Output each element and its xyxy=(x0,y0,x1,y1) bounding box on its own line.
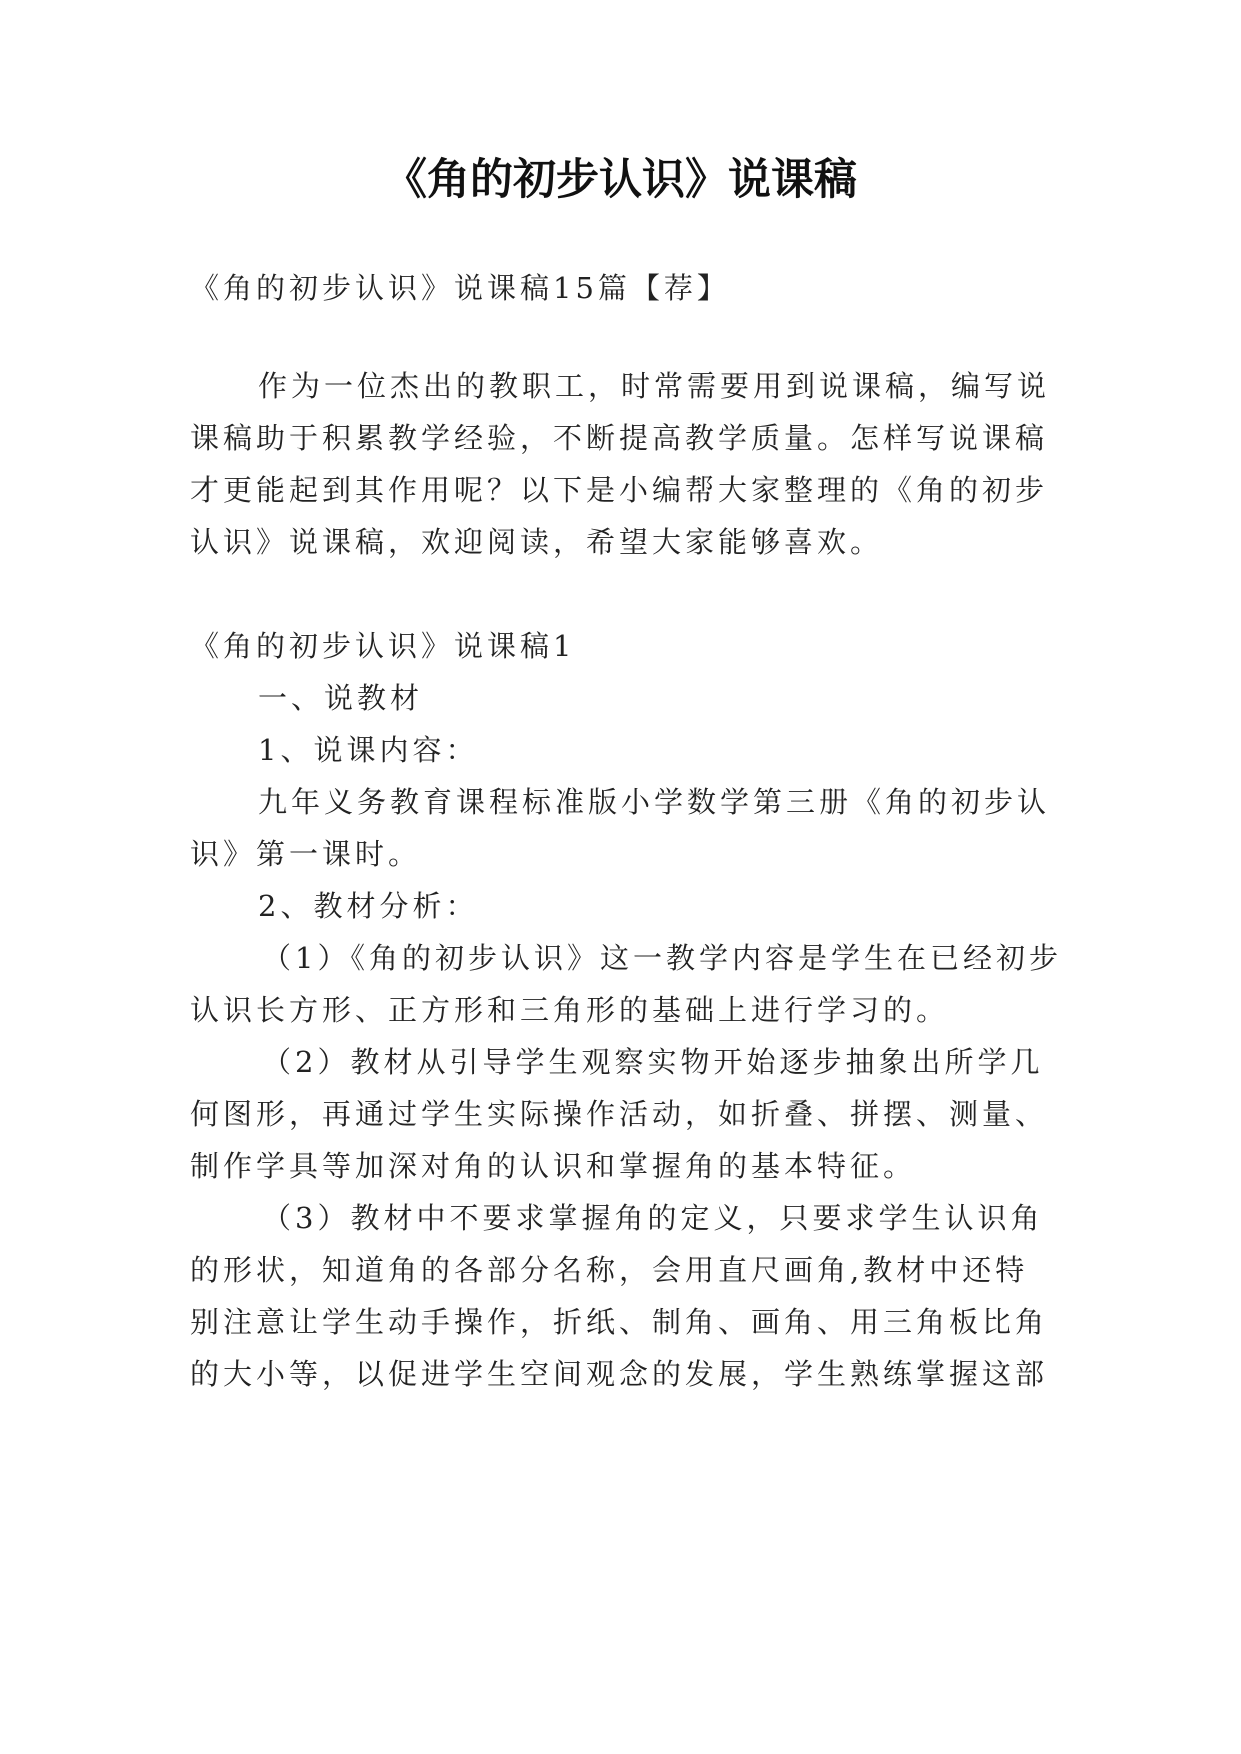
analysis-1-line-2: 认识长方形、正方形和三角形的基础上进行学习的。 xyxy=(190,993,950,1027)
intro-line-2: 课稿助于积累教学经验，不断提高教学质量。怎样写说课稿 xyxy=(190,421,1049,455)
analysis-3-line-4: 的大小等，以促进学生空间观念的发展，学生熟练掌握这部 xyxy=(190,1357,1049,1391)
analysis-2-line-2: 何图形，再通过学生实际操作活动，如折叠、拼摆、测量、 xyxy=(190,1097,1049,1131)
analysis-2-line-1: （2）教材从引导学生观察实物开始逐步抽象出所学几 xyxy=(262,1045,1044,1079)
document-subtitle: 《角的初步认识》说课稿15篇【荐】 xyxy=(190,271,730,305)
analysis-2-line-3: 制作学具等加深对角的认识和掌握角的基本特征。 xyxy=(190,1149,917,1183)
intro-line-4: 认识》说课稿，欢迎阅读，希望大家能够喜欢。 xyxy=(190,525,884,559)
intro-line-3: 才更能起到其作用呢？以下是小编帮大家整理的《角的初步 xyxy=(190,473,1049,507)
document-title: 《角的初步认识》说课稿 xyxy=(384,155,857,205)
analysis-1-line-1: （1）《角的初步认识》这一教学内容是学生在已经初步 xyxy=(262,941,1062,975)
heading-1-2: 2、教材分析： xyxy=(258,889,479,923)
analysis-3-line-3: 别注意让学生动手操作，折纸、制角、画角、用三角板比角 xyxy=(190,1305,1049,1339)
heading-1-1: 1、说课内容： xyxy=(258,733,479,767)
analysis-3-line-2: 的形状，知道角的各部分名称，会用直尺画角,教材中还特 xyxy=(190,1253,1029,1287)
intro-line-1: 作为一位杰出的教职工，时常需要用到说课稿，编写说 xyxy=(258,369,1051,403)
content-line-1: 九年义务教育课程标准版小学数学第三册《角的初步认 xyxy=(258,785,1051,819)
heading-1: 一、说教材 xyxy=(258,681,424,715)
section-title: 《角的初步认识》说课稿1 xyxy=(190,629,576,663)
analysis-3-line-1: （3）教材中不要求掌握角的定义，只要求学生认识角 xyxy=(262,1201,1044,1235)
content-line-2: 识》第一课时。 xyxy=(190,837,422,871)
